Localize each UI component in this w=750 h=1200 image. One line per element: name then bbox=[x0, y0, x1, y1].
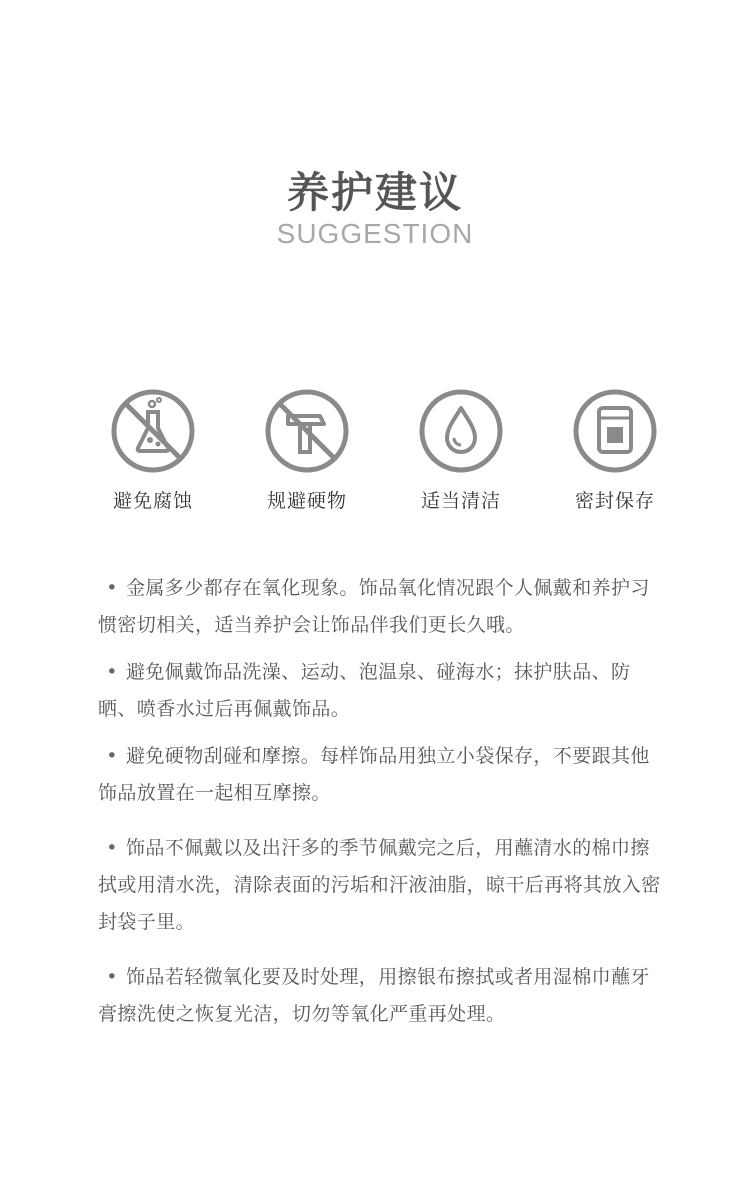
list-item bbox=[98, 830, 668, 941]
icon-label: 规避硬物 bbox=[266, 490, 347, 512]
bullet: • bbox=[106, 661, 118, 683]
bullet: • bbox=[106, 745, 118, 767]
care-icons-row bbox=[0, 388, 750, 518]
bullet: • bbox=[106, 837, 118, 859]
care-item-avoid-corrosion bbox=[78, 388, 228, 513]
page-title: 养护建议 bbox=[286, 168, 463, 217]
list-item bbox=[98, 570, 668, 644]
care-item-sealed-storage bbox=[540, 388, 690, 513]
water-drop-icon bbox=[418, 388, 504, 474]
list-item bbox=[98, 654, 668, 728]
care-item-proper-cleaning bbox=[386, 388, 536, 513]
no-hammer-icon bbox=[264, 388, 350, 474]
no-chemicals-icon bbox=[110, 388, 196, 474]
icon-label: 适当清洁 bbox=[420, 490, 501, 512]
bullet: • bbox=[106, 966, 118, 988]
page-subtitle: SUGGESTION bbox=[276, 218, 474, 249]
tip-text: 避免硬物刮碰和摩擦。每样饰品用独立小袋保存，不要跟其他饰品放置在一起相互摩擦。 bbox=[98, 745, 650, 804]
list-item bbox=[98, 738, 668, 812]
sealed-bag-icon bbox=[572, 388, 658, 474]
bullet: • bbox=[106, 577, 118, 599]
care-tips-list bbox=[98, 570, 668, 1043]
tip-text: 饰品若轻微氧化要及时处理，用擦银布擦拭或者用湿棉巾蘸牙膏擦洗使之恢复光洁，切勿等氧化严重再处理。 bbox=[98, 966, 650, 1025]
tip-text: 金属多少都存在氧化现象。饰品氧化情况跟个人佩戴和养护习惯密切相关，适当养护会让饰品伴我们更长久哦。 bbox=[98, 577, 650, 636]
list-item bbox=[98, 959, 668, 1033]
care-item-avoid-hard-objects bbox=[232, 388, 382, 513]
tip-text: 饰品不佩戴以及出汗多的季节佩戴完之后，用蘸清水的棉巾擦拭或用清水洗，清除表面的污垢和汗液油脂，晾干后再将其放入密封袋子里。 bbox=[98, 837, 661, 933]
tip-text: 避免佩戴饰品洗澡、运动、泡温泉、碰海水；抹护肤品、防晒、喷香水过后再佩戴饰品。 bbox=[98, 661, 631, 720]
icon-label: 密封保存 bbox=[574, 490, 655, 512]
icon-label: 避免腐蚀 bbox=[112, 490, 193, 512]
